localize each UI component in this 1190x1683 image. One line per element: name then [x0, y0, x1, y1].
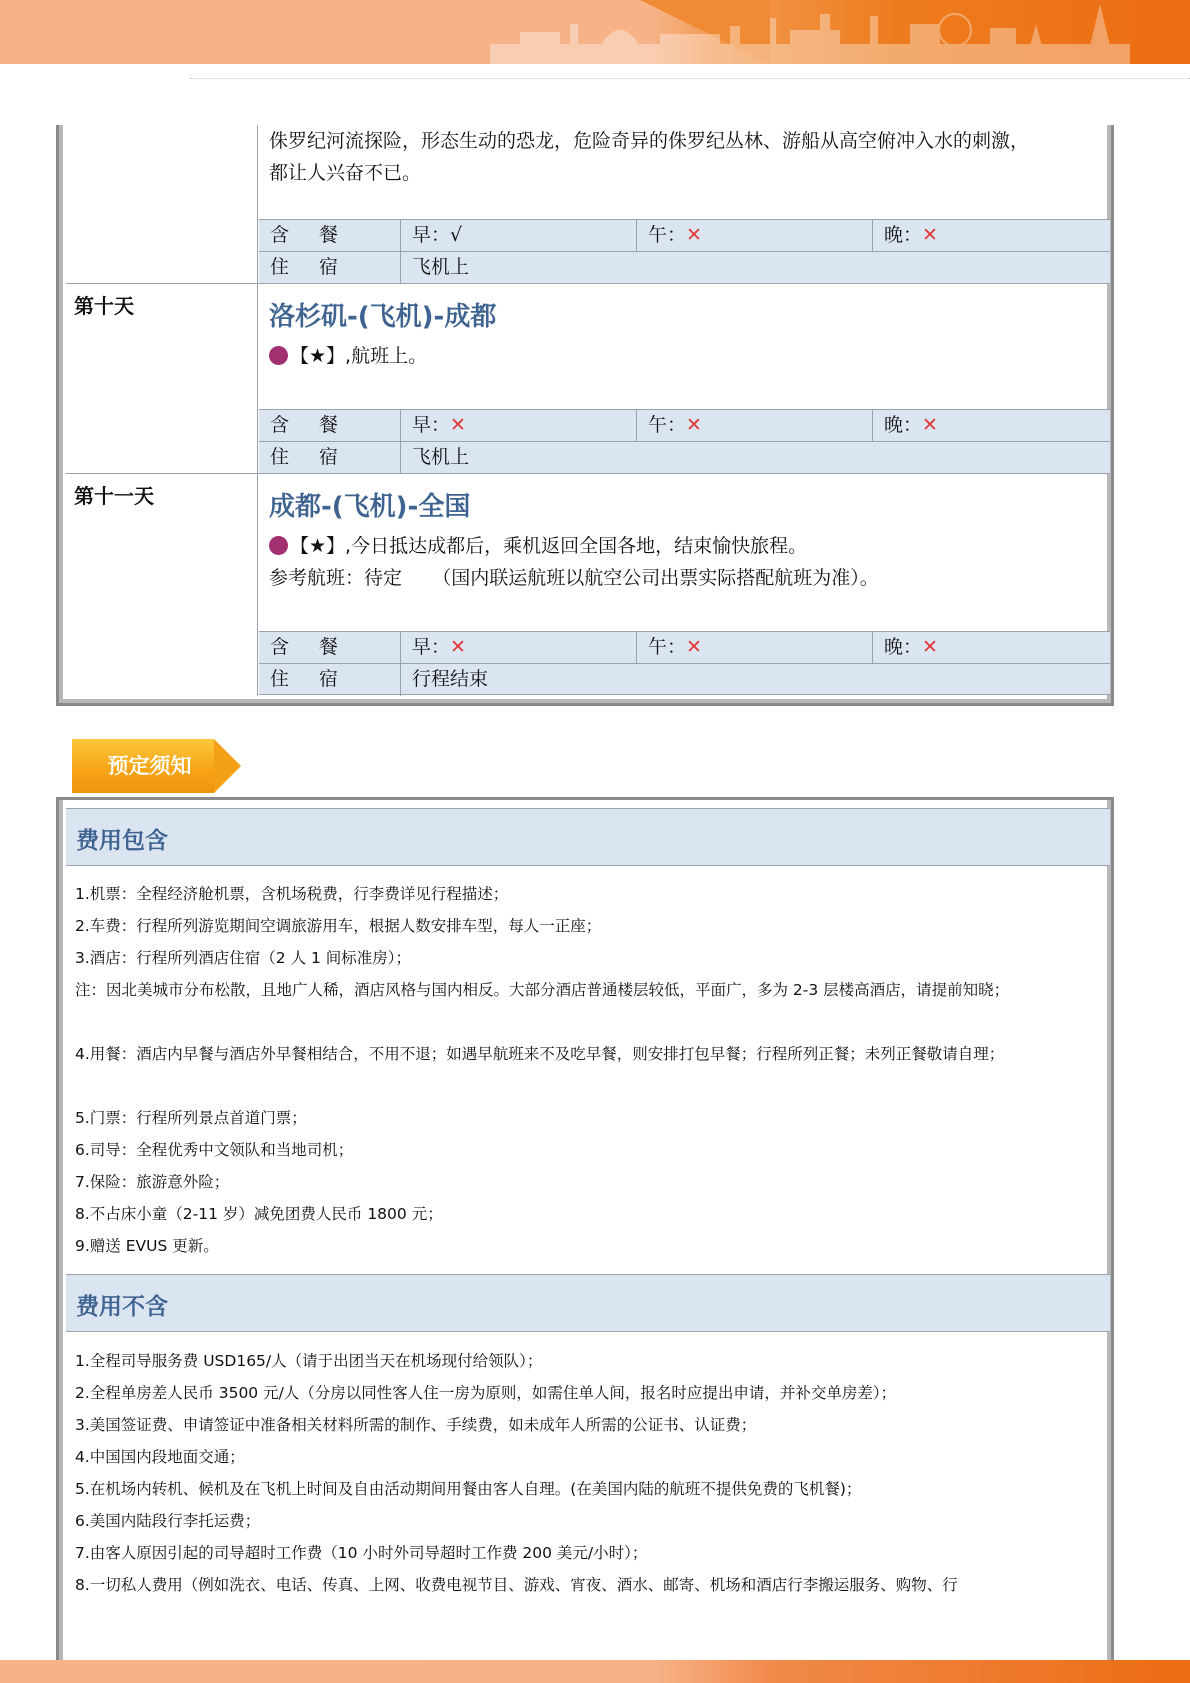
fee-included-item: 6.司导：全程优秀中文领队和当地司机； — [75, 1141, 354, 1159]
breakfast-prefix: 早： — [412, 636, 451, 658]
day-title: 成都-(飞机)-全国 — [269, 492, 471, 522]
day9-description-line1: 侏罗纪河流探险，形态生动的恐龙，危险奇异的侏罗纪丛林、游船从高空俯冲入水的刺激， — [269, 130, 1030, 152]
breakfast-prefix: 早： — [412, 414, 451, 436]
header-banner — [0, 0, 1190, 64]
meal-row — [259, 631, 1110, 663]
day-label: 第十天 — [66, 284, 258, 473]
stay-value: 飞机上 — [412, 446, 470, 468]
bullet-dot-icon — [269, 536, 288, 555]
fees-included-header — [66, 808, 1110, 866]
breakfast-cell — [401, 632, 637, 664]
lunch-prefix: 午： — [648, 414, 687, 436]
meal-row — [259, 219, 1110, 251]
fee-excluded-item: 1.全程司导服务费 USD165/人（请于出团当天在机场现付给领队）； — [75, 1352, 543, 1370]
fees-included-heading: 费用包含 — [76, 828, 168, 854]
fee-included-item: 9.赠送 EVUS 更新。 — [75, 1237, 219, 1255]
day-description — [269, 340, 427, 372]
reference-flight: 参考航班：待定 （国内联运航班以航空公司出票实际搭配航班为准）。 — [269, 567, 879, 589]
fee-included-item: 5.门票：行程所列景点首道门票； — [75, 1109, 307, 1127]
itinerary-row-day11 — [66, 474, 1110, 696]
meal-row — [259, 409, 1110, 441]
day-label-cell — [66, 125, 258, 283]
stay-label: 住 宿 — [259, 252, 401, 284]
footer-banner — [0, 1660, 1190, 1683]
fee-excluded-item: 4.中国国内段地面交通； — [75, 1448, 245, 1466]
cross-icon: ✕ — [450, 636, 466, 658]
day-content-cell — [259, 474, 1110, 696]
meal-label: 含 餐 — [259, 220, 401, 252]
meal-label: 含 餐 — [259, 632, 401, 664]
cross-icon: ✕ — [686, 414, 702, 436]
dinner-cell — [873, 632, 1103, 664]
fee-included-item: 3.酒店：行程所列酒店住宿（2 人 1 间标准房）； — [75, 949, 412, 967]
stay-value: 飞机上 — [412, 256, 470, 278]
cross-icon: ✕ — [686, 636, 702, 658]
fee-included-item: 7.保险：旅游意外险； — [75, 1173, 230, 1191]
fee-excluded-item: 2.全程单房差人民币 3500 元/人（分房以同性客人住一房为原则，如需住单人间，报名时应提出申请，并补交单房差）； — [75, 1384, 897, 1402]
day-title: 洛杉矶-(飞机)-成都 — [269, 302, 497, 332]
stay-label: 住 宿 — [259, 664, 401, 696]
fee-excluded-item: 8.一切私人费用（例如洗衣、电话、传真、上网、收费电视节目、游戏、宵夜、酒水、邮寄、机场和酒店行李搬运服务、购物、行 — [75, 1576, 958, 1594]
bullet-dot-icon — [269, 346, 288, 365]
fee-excluded-item: 6.美国内陆段行李托运费； — [75, 1512, 261, 1530]
cross-icon: ✕ — [686, 224, 702, 246]
breakfast-cell — [401, 410, 637, 442]
fee-excluded-item: 3.美国签证费、申请签证中准备相关材料所需的制作、手续费，如未成年人所需的公证书、认证费； — [75, 1416, 757, 1434]
fee-excluded-item: 7.由客人原因引起的司导超时工作费（10 小时外司导超时工作费 200 美元/小时）； — [75, 1544, 648, 1562]
cross-icon: ✕ — [922, 636, 938, 658]
fee-excluded-item: 5.在机场内转机、候机及在飞机上时间及自由活动期间用餐由客人自理。(在美国内陆的航班不提供免费的飞机餐)； — [75, 1480, 862, 1498]
city-skyline-illustration — [490, 4, 1130, 64]
stay-row — [259, 663, 1110, 695]
day-label: 第十一天 — [66, 474, 258, 696]
cross-icon: ✕ — [922, 414, 938, 436]
cross-icon: ✕ — [922, 224, 938, 246]
fees-excluded-heading: 费用不含 — [76, 1294, 168, 1320]
day-description-text: 【★】,今日抵达成都后，乘机返回全国各地，结束愉快旅程。 — [290, 535, 808, 557]
fee-included-item: 8.不占床小童（2-11 岁）减免团费人民币 1800 元； — [75, 1205, 443, 1223]
meal-label: 含 餐 — [259, 410, 401, 442]
itinerary-row-day10 — [66, 284, 1110, 474]
stay-row — [259, 441, 1110, 473]
day-description-text: 【★】,航班上。 — [290, 345, 428, 367]
lunch-cell — [637, 220, 873, 252]
stay-label: 住 宿 — [259, 442, 401, 474]
fee-included-item: 1.机票：全程经济舱机票，含机场税费，行李费详见行程描述； — [75, 885, 509, 903]
fees-excluded-header — [66, 1274, 1110, 1332]
day9-description-line2: 都让人兴奋不已。 — [269, 162, 422, 184]
booking-notice-label: 预定须知 — [107, 754, 192, 778]
stay-value: 行程结束 — [412, 668, 489, 690]
fee-included-item: 4.用餐：酒店内早餐与酒店外早餐相结合，不用不退；如遇早航班来不及吃早餐，则安排打包早餐；行程所列正餐；未列正餐敬请自理； — [75, 1045, 1005, 1063]
fees-box — [56, 797, 1114, 1660]
breakfast-cell: 早：√ — [401, 220, 637, 252]
itinerary-table — [56, 125, 1114, 706]
day-content-cell — [259, 125, 1110, 283]
lunch-prefix: 午： — [648, 636, 687, 658]
cross-icon: ✕ — [450, 414, 466, 436]
dinner-cell — [873, 410, 1103, 442]
stay-row — [259, 251, 1110, 283]
booking-notice-tab — [72, 739, 242, 793]
dinner-prefix: 晚： — [884, 224, 923, 246]
header-dotted-rule — [190, 78, 1190, 79]
fee-included-item: 2.车费：行程所列游览期间空调旅游用车，根据人数安排车型，每人一正座； — [75, 917, 602, 935]
day-content-cell — [259, 284, 1110, 473]
itinerary-row-day9 — [66, 125, 1110, 284]
lunch-prefix: 午： — [648, 224, 687, 246]
fee-included-note: 注：因北美城市分布松散，且地广人稀，酒店风格与国内相反。大部分酒店普通楼层较低，平面广，多为 2-3 层楼高酒店，请提前知晓； — [75, 981, 1010, 999]
dinner-prefix: 晚： — [884, 636, 923, 658]
dinner-prefix: 晚： — [884, 414, 923, 436]
lunch-cell — [637, 410, 873, 442]
day-description — [269, 530, 807, 562]
dinner-cell — [873, 220, 1103, 252]
lunch-cell — [637, 632, 873, 664]
